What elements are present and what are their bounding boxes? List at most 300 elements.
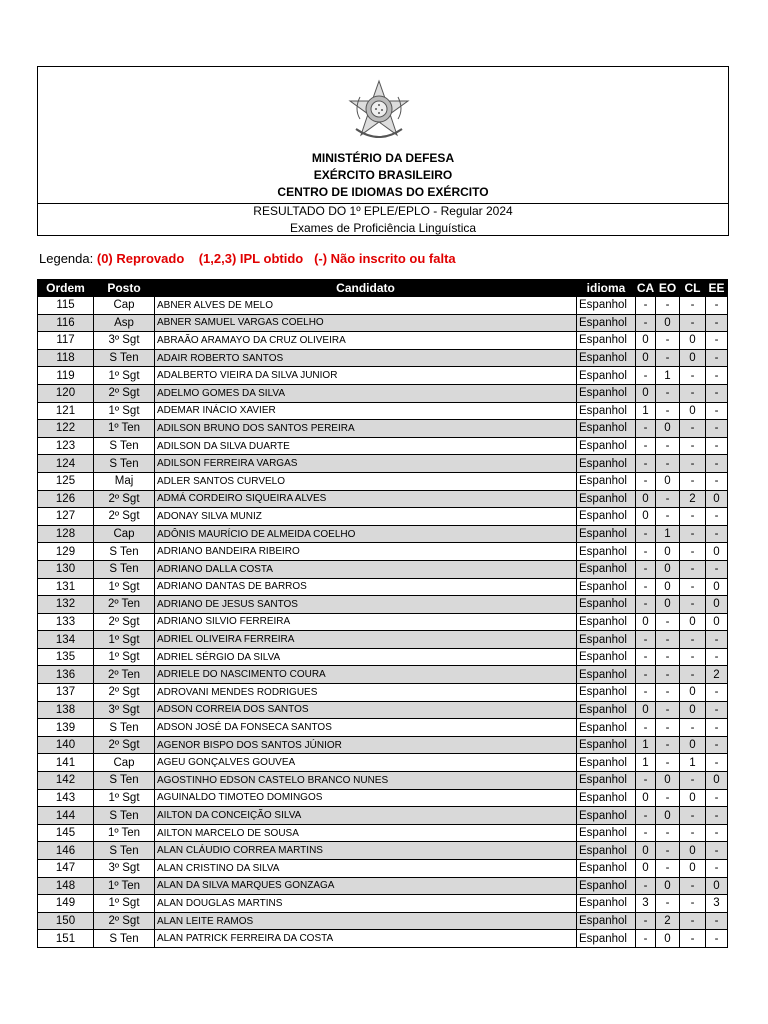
col-ca-cell: -: [636, 807, 656, 825]
col-cl-cell: -: [680, 578, 706, 596]
col-ca-cell: -: [636, 772, 656, 790]
col-cl-cell: -: [680, 807, 706, 825]
table-row: [38, 895, 728, 913]
col-ee-cell: -: [706, 648, 728, 666]
col-ordem-cell: 117: [38, 332, 94, 350]
legend: [39, 251, 456, 266]
col-ee-header: EE: [706, 280, 728, 297]
col-ca-cell: -: [636, 543, 656, 561]
col-idioma-cell: Espanhol: [577, 455, 636, 473]
col-cl-cell: 0: [680, 684, 706, 702]
col-ordem-cell: 140: [38, 736, 94, 754]
col-idioma-cell: Espanhol: [577, 824, 636, 842]
col-ordem-cell: 128: [38, 525, 94, 543]
col-ca-cell: -: [636, 420, 656, 438]
col-eo-cell: -: [656, 648, 680, 666]
col-posto-cell: Asp: [94, 314, 155, 332]
table-row: [38, 930, 728, 948]
table-row: [38, 314, 728, 332]
col-eo-cell: -: [656, 895, 680, 913]
col-idioma-cell: Espanhol: [577, 772, 636, 790]
col-ca-cell: 0: [636, 490, 656, 508]
col-candidato-cell: ADALBERTO VIEIRA DA SILVA JUNIOR: [155, 367, 577, 385]
col-ee-cell: -: [706, 297, 728, 315]
col-posto-cell: S Ten: [94, 437, 155, 455]
col-candidato-cell: ADRIEL SÉRGIO DA SILVA: [155, 648, 577, 666]
col-candidato-cell: ALAN CLÁUDIO CORREA MARTINS: [155, 842, 577, 860]
col-idioma-cell: Espanhol: [577, 895, 636, 913]
col-eo-cell: 1: [656, 525, 680, 543]
table-row: [38, 437, 728, 455]
col-ee-cell: -: [706, 807, 728, 825]
col-cl-cell: -: [680, 877, 706, 895]
col-ee-cell: -: [706, 824, 728, 842]
col-candidato-cell: ADRIANO DANTAS DE BARROS: [155, 578, 577, 596]
col-posto-cell: 1º Sgt: [94, 578, 155, 596]
col-idioma-cell: Espanhol: [577, 402, 636, 420]
col-posto-cell: 2º Ten: [94, 666, 155, 684]
col-ee-cell: -: [706, 719, 728, 737]
col-posto-cell: 2º Sgt: [94, 912, 155, 930]
col-posto-cell: S Ten: [94, 455, 155, 473]
col-posto-cell: 1º Sgt: [94, 789, 155, 807]
col-cl-cell: 0: [680, 349, 706, 367]
col-ee-cell: -: [706, 860, 728, 878]
col-ordem-cell: 133: [38, 613, 94, 631]
col-posto-cell: 1º Ten: [94, 877, 155, 895]
col-ordem-cell: 134: [38, 631, 94, 649]
col-candidato-cell: AGOSTINHO EDSON CASTELO BRANCO NUNES: [155, 772, 577, 790]
col-eo-cell: -: [656, 297, 680, 315]
col-ca-cell: -: [636, 455, 656, 473]
col-ee-cell: -: [706, 437, 728, 455]
col-posto-cell: 1º Sgt: [94, 648, 155, 666]
col-idioma-cell: Espanhol: [577, 736, 636, 754]
col-posto-cell: 2º Ten: [94, 596, 155, 614]
col-ee-cell: -: [706, 420, 728, 438]
col-idioma-cell: Espanhol: [577, 437, 636, 455]
col-posto-cell: S Ten: [94, 842, 155, 860]
col-posto-cell: 3º Sgt: [94, 860, 155, 878]
col-candidato-cell: AGEU GONÇALVES GOUVEA: [155, 754, 577, 772]
col-cl-cell: -: [680, 596, 706, 614]
col-posto-cell: Cap: [94, 297, 155, 315]
table-row: [38, 877, 728, 895]
table-header-row: [38, 280, 728, 297]
col-ordem-cell: 131: [38, 578, 94, 596]
col-eo-cell: -: [656, 332, 680, 350]
table-row: [38, 824, 728, 842]
ministry-title: MINISTÉRIO DA DEFESA: [311, 151, 455, 165]
col-ee-cell: -: [706, 525, 728, 543]
result-title: RESULTADO DO 1º EPLE/EPLO - Regular 2024: [253, 204, 513, 218]
col-cl-cell: 0: [680, 789, 706, 807]
col-ca-cell: -: [636, 631, 656, 649]
table-row: [38, 455, 728, 473]
col-candidato-cell: AILTON DA CONCEIÇÃO SILVA: [155, 807, 577, 825]
col-posto-cell: 2º Sgt: [94, 684, 155, 702]
col-candidato-cell: ADRIANO SILVIO FERREIRA: [155, 613, 577, 631]
col-ee-cell: -: [706, 701, 728, 719]
col-candidato-cell: ADMÁ CORDEIRO SIQUEIRA ALVES: [155, 490, 577, 508]
col-ca-cell: -: [636, 578, 656, 596]
col-ordem-cell: 141: [38, 754, 94, 772]
col-candidato-cell: AGUINALDO TIMOTEO DOMINGOS: [155, 789, 577, 807]
col-ca-cell: -: [636, 297, 656, 315]
col-posto-cell: 1º Sgt: [94, 367, 155, 385]
table-row: [38, 560, 728, 578]
army-title: EXÉRCITO BRASILEIRO: [313, 168, 453, 182]
legend-nao-inscrito: (-) Não inscrito ou falta: [314, 251, 456, 266]
document-header: [37, 66, 729, 236]
col-idioma-cell: Espanhol: [577, 384, 636, 402]
col-candidato-cell: ADRIANO BANDEIRA RIBEIRO: [155, 543, 577, 561]
col-ordem-cell: 138: [38, 701, 94, 719]
col-ca-cell: -: [636, 525, 656, 543]
col-candidato-cell: ADÔNIS MAURÍCIO DE ALMEIDA COELHO: [155, 525, 577, 543]
col-posto-cell: S Ten: [94, 543, 155, 561]
table-row: [38, 508, 728, 526]
col-candidato-cell: ADILSON BRUNO DOS SANTOS PEREIRA: [155, 420, 577, 438]
col-ee-cell: -: [706, 789, 728, 807]
table-row: [38, 420, 728, 438]
col-ee-cell: -: [706, 842, 728, 860]
col-eo-cell: -: [656, 455, 680, 473]
col-posto-cell: 2º Sgt: [94, 508, 155, 526]
col-posto-cell: 3º Sgt: [94, 701, 155, 719]
col-ee-cell: -: [706, 472, 728, 490]
col-cl-cell: 0: [680, 701, 706, 719]
table-row: [38, 578, 728, 596]
col-candidato-cell: ALAN DA SILVA MARQUES GONZAGA: [155, 877, 577, 895]
col-posto-cell: 1º Ten: [94, 824, 155, 842]
col-ca-cell: -: [636, 437, 656, 455]
col-idioma-cell: Espanhol: [577, 560, 636, 578]
col-idioma-cell: Espanhol: [577, 666, 636, 684]
col-ee-cell: 0: [706, 543, 728, 561]
col-ca-cell: 1: [636, 402, 656, 420]
col-idioma-cell: Espanhol: [577, 314, 636, 332]
col-posto-cell: 3º Sgt: [94, 332, 155, 350]
col-ca-cell: 0: [636, 508, 656, 526]
table-row: [38, 666, 728, 684]
col-idioma-cell: Espanhol: [577, 842, 636, 860]
legend-reprovado: (0) Reprovado: [96, 251, 185, 266]
col-ca-cell: -: [636, 648, 656, 666]
table-row: [38, 648, 728, 666]
col-ca-cell: -: [636, 314, 656, 332]
col-ordem-cell: 147: [38, 860, 94, 878]
col-eo-cell: 0: [656, 596, 680, 614]
col-candidato-cell: ADONAY SILVA MUNIZ: [155, 508, 577, 526]
col-ca-cell: -: [636, 666, 656, 684]
col-cl-cell: 0: [680, 613, 706, 631]
col-ee-cell: -: [706, 560, 728, 578]
col-idioma-cell: Espanhol: [577, 543, 636, 561]
col-cl-cell: -: [680, 912, 706, 930]
table-row: [38, 807, 728, 825]
col-ca-cell: 0: [636, 384, 656, 402]
table-row: [38, 631, 728, 649]
col-candidato-cell: ADROVANI MENDES RODRIGUES: [155, 684, 577, 702]
col-cl-cell: -: [680, 472, 706, 490]
col-idioma-header: idioma: [577, 280, 636, 297]
col-ca-cell: -: [636, 719, 656, 737]
col-ordem-cell: 150: [38, 912, 94, 930]
col-posto-cell: 1º Ten: [94, 420, 155, 438]
col-eo-cell: -: [656, 631, 680, 649]
col-posto-cell: 2º Sgt: [94, 384, 155, 402]
col-ordem-cell: 132: [38, 596, 94, 614]
col-eo-cell: 0: [656, 772, 680, 790]
col-ordem-cell: 130: [38, 560, 94, 578]
col-eo-cell: 0: [656, 930, 680, 948]
col-eo-cell: 0: [656, 807, 680, 825]
col-ordem-cell: 136: [38, 666, 94, 684]
col-ordem-cell: 139: [38, 719, 94, 737]
col-posto-cell: S Ten: [94, 930, 155, 948]
col-ca-cell: 0: [636, 332, 656, 350]
col-idioma-cell: Espanhol: [577, 420, 636, 438]
col-cl-cell: 0: [680, 736, 706, 754]
col-idioma-cell: Espanhol: [577, 367, 636, 385]
col-ca-cell: -: [636, 930, 656, 948]
col-ee-cell: -: [706, 402, 728, 420]
col-eo-cell: 0: [656, 560, 680, 578]
col-cl-cell: -: [680, 895, 706, 913]
col-eo-cell: -: [656, 842, 680, 860]
table-row: [38, 367, 728, 385]
col-candidato-cell: ADAIR ROBERTO SANTOS: [155, 349, 577, 367]
col-ee-cell: 0: [706, 578, 728, 596]
col-ordem-cell: 137: [38, 684, 94, 702]
col-posto-cell: S Ten: [94, 772, 155, 790]
col-ca-cell: 3: [636, 895, 656, 913]
col-cl-cell: -: [680, 824, 706, 842]
col-posto-cell: S Ten: [94, 560, 155, 578]
col-cl-cell: 0: [680, 332, 706, 350]
col-ordem-cell: 142: [38, 772, 94, 790]
col-posto-cell: Cap: [94, 754, 155, 772]
col-candidato-cell: ADEMAR INÁCIO XAVIER: [155, 402, 577, 420]
col-eo-cell: 0: [656, 314, 680, 332]
col-posto-cell: 1º Sgt: [94, 895, 155, 913]
col-ordem-cell: 119: [38, 367, 94, 385]
col-idioma-cell: Espanhol: [577, 472, 636, 490]
col-eo-cell: -: [656, 613, 680, 631]
col-ee-cell: 3: [706, 895, 728, 913]
col-idioma-cell: Espanhol: [577, 789, 636, 807]
col-candidato-cell: AILTON MARCELO DE SOUSA: [155, 824, 577, 842]
brazil-coat-of-arms-icon: [346, 79, 412, 145]
table-row: [38, 596, 728, 614]
col-ordem-cell: 135: [38, 648, 94, 666]
col-candidato-cell: ALAN CRISTINO DA SILVA: [155, 860, 577, 878]
col-posto-cell: S Ten: [94, 807, 155, 825]
col-ordem-cell: 118: [38, 349, 94, 367]
col-cl-cell: -: [680, 367, 706, 385]
col-cl-cell: -: [680, 525, 706, 543]
col-ca-cell: 1: [636, 754, 656, 772]
table-row: [38, 789, 728, 807]
col-ee-cell: 2: [706, 666, 728, 684]
col-cl-cell: -: [680, 631, 706, 649]
col-candidato-cell: ADRIELE DO NASCIMENTO COURA: [155, 666, 577, 684]
col-candidato-cell: ALAN DOUGLAS MARTINS: [155, 895, 577, 913]
col-ca-cell: 0: [636, 701, 656, 719]
table-row: [38, 472, 728, 490]
table-row: [38, 490, 728, 508]
col-candidato-cell: ADRIANO DALLA COSTA: [155, 560, 577, 578]
col-candidato-cell: ADSON JOSÉ DA FONSECA SANTOS: [155, 719, 577, 737]
col-ordem-cell: 126: [38, 490, 94, 508]
table-row: [38, 860, 728, 878]
col-posto-header: Posto: [94, 280, 155, 297]
col-ee-cell: 0: [706, 596, 728, 614]
col-eo-cell: -: [656, 824, 680, 842]
col-cl-cell: -: [680, 560, 706, 578]
col-candidato-cell: ADRIEL OLIVEIRA FERREIRA: [155, 631, 577, 649]
col-posto-cell: 1º Sgt: [94, 402, 155, 420]
col-ca-cell: -: [636, 596, 656, 614]
col-cl-cell: 0: [680, 860, 706, 878]
col-ee-cell: 0: [706, 490, 728, 508]
col-candidato-cell: AGENOR BISPO DOS SANTOS JÚNIOR: [155, 736, 577, 754]
col-idioma-cell: Espanhol: [577, 631, 636, 649]
col-ee-cell: -: [706, 754, 728, 772]
col-idioma-cell: Espanhol: [577, 860, 636, 878]
table-row: [38, 772, 728, 790]
col-eo-cell: 0: [656, 877, 680, 895]
col-idioma-cell: Espanhol: [577, 877, 636, 895]
col-candidato-cell: ADLER SANTOS CURVELO: [155, 472, 577, 490]
col-candidato-cell: ALAN PATRICK FERREIRA DA COSTA: [155, 930, 577, 948]
col-ca-cell: 0: [636, 842, 656, 860]
col-ordem-header: Ordem: [38, 280, 94, 297]
col-ee-cell: -: [706, 631, 728, 649]
col-eo-header: EO: [656, 280, 680, 297]
col-posto-cell: S Ten: [94, 349, 155, 367]
col-ee-cell: -: [706, 349, 728, 367]
col-posto-cell: 2º Sgt: [94, 736, 155, 754]
col-ordem-cell: 146: [38, 842, 94, 860]
col-ca-cell: -: [636, 824, 656, 842]
col-ca-cell: 0: [636, 789, 656, 807]
col-ordem-cell: 120: [38, 384, 94, 402]
table-row: [38, 349, 728, 367]
col-cl-cell: -: [680, 719, 706, 737]
col-eo-cell: 0: [656, 578, 680, 596]
col-eo-cell: -: [656, 508, 680, 526]
col-idioma-cell: Espanhol: [577, 578, 636, 596]
col-ca-cell: -: [636, 560, 656, 578]
col-candidato-cell: ADILSON FERREIRA VARGAS: [155, 455, 577, 473]
col-ordem-cell: 148: [38, 877, 94, 895]
col-posto-cell: 2º Sgt: [94, 613, 155, 631]
col-ordem-cell: 145: [38, 824, 94, 842]
col-ca-cell: 0: [636, 613, 656, 631]
col-eo-cell: -: [656, 719, 680, 737]
col-cl-cell: -: [680, 314, 706, 332]
col-cl-cell: -: [680, 508, 706, 526]
col-ordem-cell: 143: [38, 789, 94, 807]
col-candidato-cell: ABRAÃO ARAMAYO DA CRUZ OLIVEIRA: [155, 332, 577, 350]
col-cl-header: CL: [680, 280, 706, 297]
col-idioma-cell: Espanhol: [577, 508, 636, 526]
table-row: [38, 543, 728, 561]
col-ca-cell: -: [636, 367, 656, 385]
col-ca-cell: -: [636, 684, 656, 702]
col-idioma-cell: Espanhol: [577, 930, 636, 948]
col-idioma-cell: Espanhol: [577, 648, 636, 666]
col-eo-cell: 0: [656, 472, 680, 490]
col-idioma-cell: Espanhol: [577, 525, 636, 543]
table-row: [38, 736, 728, 754]
col-ee-cell: 0: [706, 772, 728, 790]
col-idioma-cell: Espanhol: [577, 490, 636, 508]
table-row: [38, 684, 728, 702]
col-ee-cell: -: [706, 332, 728, 350]
col-eo-cell: -: [656, 789, 680, 807]
col-cl-cell: 0: [680, 842, 706, 860]
col-ee-cell: 0: [706, 613, 728, 631]
col-eo-cell: -: [656, 684, 680, 702]
col-eo-cell: -: [656, 349, 680, 367]
col-ca-cell: 0: [636, 860, 656, 878]
col-candidato-cell: ADELMO GOMES DA SILVA: [155, 384, 577, 402]
col-eo-cell: -: [656, 754, 680, 772]
col-eo-cell: 0: [656, 420, 680, 438]
col-cl-cell: 1: [680, 754, 706, 772]
col-ee-cell: -: [706, 367, 728, 385]
col-idioma-cell: Espanhol: [577, 297, 636, 315]
col-idioma-cell: Espanhol: [577, 719, 636, 737]
table-body: [38, 297, 728, 948]
table-row: [38, 842, 728, 860]
col-eo-cell: -: [656, 860, 680, 878]
col-eo-cell: 1: [656, 367, 680, 385]
col-candidato-header: Candidato: [155, 280, 577, 297]
col-ordem-cell: 121: [38, 402, 94, 420]
table-row: [38, 754, 728, 772]
col-ca-cell: -: [636, 912, 656, 930]
col-candidato-cell: ALAN LEITE RAMOS: [155, 912, 577, 930]
table-row: [38, 525, 728, 543]
legend-ipl: (1,2,3) IPL obtido: [198, 251, 304, 266]
col-ca-header: CA: [636, 281, 655, 295]
col-ee-cell: -: [706, 455, 728, 473]
col-candidato-cell: ABNER SAMUEL VARGAS COELHO: [155, 314, 577, 332]
table-row: [38, 332, 728, 350]
col-eo-cell: -: [656, 402, 680, 420]
results-table: [37, 279, 728, 948]
table-row: [38, 701, 728, 719]
col-ee-cell: -: [706, 684, 728, 702]
col-eo-cell: -: [656, 437, 680, 455]
col-idioma-cell: Espanhol: [577, 754, 636, 772]
col-cl-cell: -: [680, 455, 706, 473]
col-cl-cell: -: [680, 772, 706, 790]
center-title: CENTRO DE IDIOMAS DO EXÉRCITO: [277, 185, 489, 199]
col-cl-cell: -: [680, 543, 706, 561]
col-posto-cell: Cap: [94, 525, 155, 543]
table-row: [38, 613, 728, 631]
col-cl-cell: -: [680, 648, 706, 666]
col-cl-cell: -: [680, 297, 706, 315]
col-ee-cell: -: [706, 384, 728, 402]
table-row: [38, 297, 728, 315]
col-eo-cell: -: [656, 701, 680, 719]
